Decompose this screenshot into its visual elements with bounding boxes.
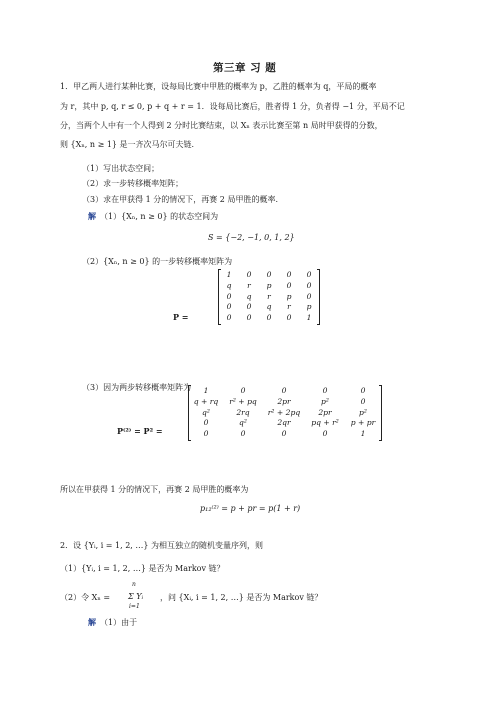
matrix-p2-cell: 0 xyxy=(203,429,209,439)
solution-part-3: （3）因为两步转移概率矩阵为 xyxy=(82,383,192,392)
matrix-p2-cell: pq + r² xyxy=(311,418,339,428)
matrix-p2-cell: 0 xyxy=(240,429,246,439)
matrix-p2-cell: p + pr xyxy=(350,418,376,428)
matrix-p-cell: 0 xyxy=(306,270,312,279)
solution-part-2: （2）{Xₙ, n ≥ 0} 的一步转移概率矩阵为 xyxy=(82,257,233,266)
problem1-line-3: 分，当两个人中有一个人得到 2 分时比赛结束，以 Xₙ 表示比赛至第 n 局时甲获得的分数， xyxy=(60,121,383,130)
matrix-p-cell: 0 xyxy=(306,280,312,290)
matrix-p2-cell: 0 xyxy=(281,386,287,395)
matrix-p-cell: 0 xyxy=(246,302,252,312)
matrix-p-cell: q xyxy=(246,291,252,301)
solution-label: 解 xyxy=(88,211,96,221)
solution-part-1: （1）{Xₙ, n ≥ 0} 的状态空间为 xyxy=(100,212,219,221)
matrix-p-cell: 0 xyxy=(286,280,292,290)
matrix-p2-cell: 0 xyxy=(360,396,366,406)
matrix-p2-cell: 2rq xyxy=(236,407,250,417)
matrix-p-cell: 0 xyxy=(286,270,292,279)
two-step-matrix-p2 xyxy=(188,386,382,440)
sum-expression: Σ Yᵢ xyxy=(128,592,144,601)
matrix-p2-cell: 0 xyxy=(322,386,328,395)
problem2-question-1: （1）{Yᵢ, i = 1, 2, …} 是否为 Markov 链？ xyxy=(60,564,225,573)
problem1-question-3: （3）求在甲获得 1 分的情况下，再赛 2 局甲胜的概率. xyxy=(82,195,278,204)
problem1-question-1: （1）写出状态空间； xyxy=(82,164,160,173)
matrix-p-cell: 0 xyxy=(226,291,232,301)
matrix-p2-row xyxy=(189,397,381,408)
matrix-p-cell: 0 xyxy=(226,302,232,312)
sum-upper-limit: n xyxy=(132,581,136,588)
matrix-p2-cell: 2pr xyxy=(318,407,332,417)
matrix-p-cell: r xyxy=(267,291,271,301)
matrix-p-cell: 1 xyxy=(226,270,232,279)
matrix-p2-cell: 1 xyxy=(360,429,366,439)
chapter-title: 第三章 习 题 xyxy=(213,62,277,74)
matrix-p-cell: p xyxy=(286,291,292,301)
matrix-p-row xyxy=(219,313,319,324)
problem1-line-4: 则 {Xₙ, n ≥ 1} 是一齐次马尔可夫链. xyxy=(60,140,195,149)
problem2-statement: 2．设 {Yᵢ, i = 1, 2, …} 为相互独立的随机变量序列，则 xyxy=(60,541,264,550)
sum-lower-limit: i=1 xyxy=(129,603,140,610)
matrix-p2-cell: q² xyxy=(239,418,247,428)
matrix-p-cell: 0 xyxy=(246,270,252,279)
matrix-p2-cell: 1 xyxy=(203,386,209,395)
problem2-question-2-pre: （2）令 Xₙ = xyxy=(60,593,111,602)
matrix-p-cell: 1 xyxy=(306,313,312,323)
matrix-p-cell: 0 xyxy=(306,291,312,301)
matrix-p-cell: p xyxy=(306,302,312,312)
answer-formula: p₁₂⁽²⁾ = p + pr = p(1 + r) xyxy=(200,504,301,513)
solution2-label: 解 xyxy=(88,617,96,627)
problem1-line-2: 为 r，其中 p, q, r ≤ 0, p + q + r = 1．设每局比赛后，胜者得 1 分，负者得 −1 分，平局不记 xyxy=(60,102,405,111)
matrix-p-cell: 0 xyxy=(246,313,252,323)
matrix-p-row xyxy=(219,302,319,313)
problem1-question-2: （2）求一步转移概率矩阵； xyxy=(82,179,184,188)
matrix-p2-row xyxy=(189,386,381,397)
matrix-p2-cell: p² xyxy=(359,407,367,417)
matrix-p2-label: P⁽²⁾ = P² = xyxy=(117,426,163,436)
matrix-p2-cell: r² + 2pq xyxy=(267,407,301,417)
matrix-p-row xyxy=(219,281,319,292)
matrix-p-row xyxy=(219,270,319,281)
matrix-p2-row xyxy=(189,408,381,419)
matrix-p-cell: q xyxy=(226,280,232,290)
matrix-p2-row xyxy=(189,429,381,440)
matrix-p-label: P = xyxy=(173,312,189,322)
state-space-formula: S = {−2, −1, 0, 1, 2} xyxy=(208,233,295,242)
matrix-p2-cell: 2qr xyxy=(277,418,291,428)
matrix-p2-cell: 0 xyxy=(203,418,209,428)
matrix-p-cell: p xyxy=(266,280,272,290)
matrix-p-cell: q xyxy=(266,302,272,312)
matrix-p-cell: 0 xyxy=(266,313,272,323)
matrix-p-cell: r xyxy=(287,302,291,312)
matrix-p2-cell: q² xyxy=(202,407,210,417)
matrix-p2-cell: r² + pq xyxy=(229,396,257,406)
matrix-p-row xyxy=(219,292,319,303)
problem2-question-2-post: ，问 {Xᵢ, i = 1, 2, …} 是否为 Markov 链？ xyxy=(160,593,323,602)
matrix-p2-cell: 2pr xyxy=(277,396,291,406)
conclusion-text: 所以在甲获得 1 分的情况下，再赛 2 局甲胜的概率为 xyxy=(60,485,249,494)
matrix-p2-cell: 0 xyxy=(281,429,287,439)
matrix-p2-cell: 0 xyxy=(322,429,328,439)
matrix-p2-cell: p² xyxy=(321,396,329,406)
transition-matrix-p xyxy=(218,270,320,324)
matrix-p2-cell: q + rq xyxy=(193,396,219,406)
problem1-line-1: 1．甲乙两人进行某种比赛，设每局比赛中甲胜的概率为 p，乙胜的概率为 q，平局的概率 xyxy=(60,82,377,91)
solution2-part-1: （1）由于 xyxy=(100,618,138,627)
matrix-p-cell: 0 xyxy=(286,313,292,323)
matrix-p-cell: 0 xyxy=(266,270,272,279)
matrix-p2-cell: 0 xyxy=(240,386,246,395)
matrix-p-cell: 0 xyxy=(226,313,232,323)
matrix-p2-row xyxy=(189,418,381,429)
matrix-p2-cell: 0 xyxy=(360,386,366,395)
matrix-p-cell: r xyxy=(247,280,251,290)
